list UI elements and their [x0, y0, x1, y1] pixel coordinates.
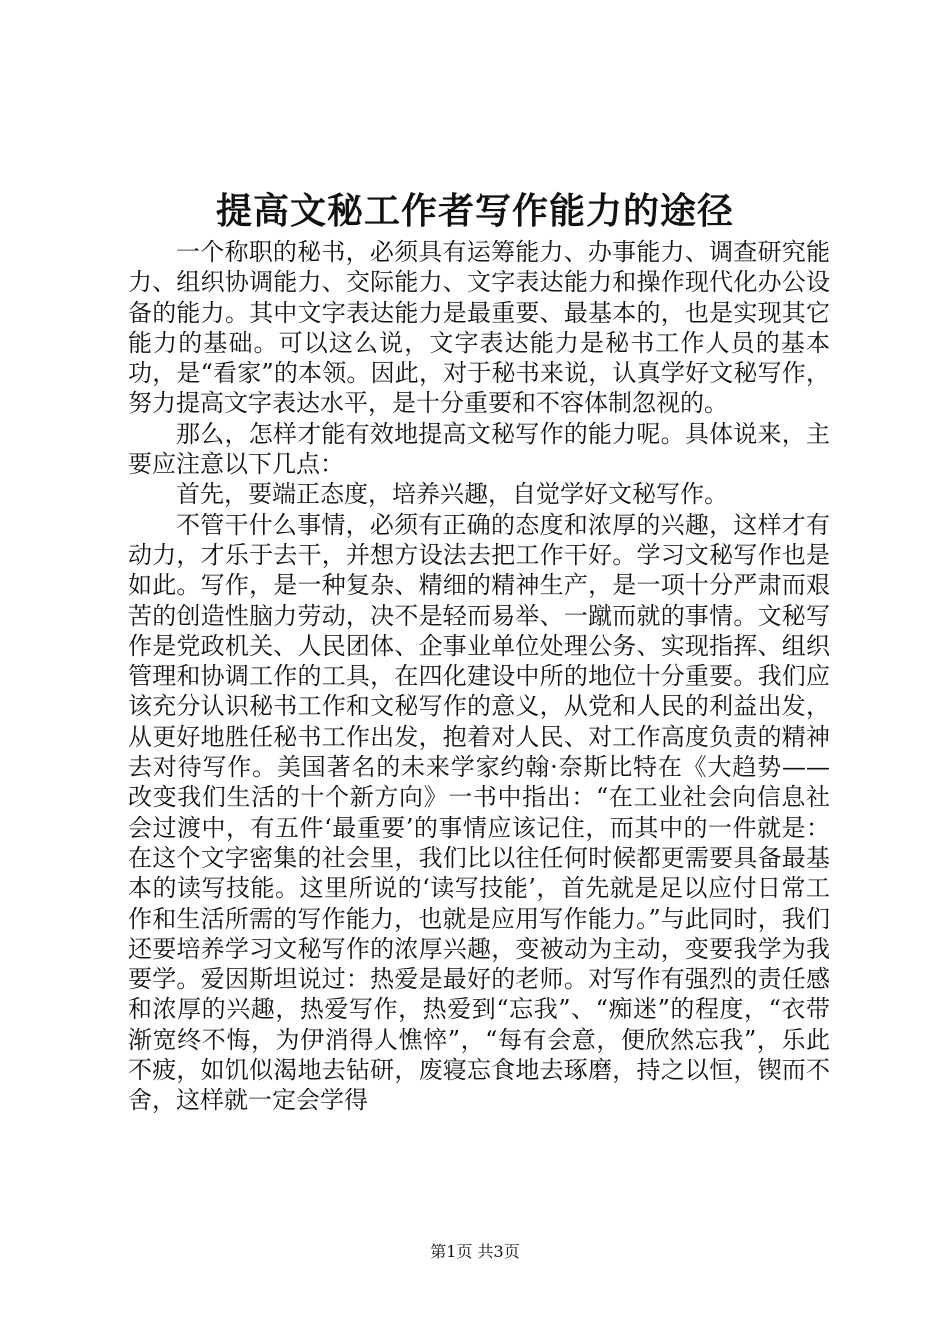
paragraph-4: 不管干什么事情，必须有正确的态度和浓厚的兴趣，这样才有动力，才乐于去干，并想方设法去把工作干好。学习文秘写作也是如此。写作，是一种复杂、精细的精神生产，是一项十分严肃而艰苦的创造性脑力劳动，决不是轻而易举、一蹴而就的事情。文秘写作是党政机关、人民团体、企事业单位处理公务、实现指挥、组织管理和协调工作的工具，在四化建设中所的地位十分重要。我们应该充分认识秘书工作和文秘写作的意义，从党和人民的利益出发，从更好地胜任秘书工作出发，抱着对人民、对工作高度负责的精神去对待写作。美国著名的未来学家约翰·奈斯比特在《大趋势——改变我们生活的十个新方向》一书中指出：“在工业社会向信息社会过渡中，有五件‘最重要’的事情应该记住，而其中的一件就是：在这个文字密集的社会里，我们比以往任何时候都更需要具备最基本的读写技能。这里所说的‘读写技能’，首先就是足以应付日常工作和生活所需的写作能力，也就是应用写作能力。”与此同时，我们还要培养学习文秘写作的浓厚兴趣，变被动为主动，变要我学为我要学。爱因斯坦说过：热爱是最好的老师。对写作有强烈的责任感和浓厚的兴趣，热爱写作，热爱到“忘我”、“痴迷”的程度，“衣带渐宽终不悔，为伊消得人憔悴”，“每有会意，便欣然忘我”，乐此不疲，如饥似渴地去钻研，废寝忘食地去琢磨，持之以恒，锲而不舍，这样就一定会学得 [128, 510, 830, 1115]
paragraph-3: 首先，要端正态度，培养兴趣，自觉学好文秘写作。 [176, 480, 728, 509]
page-footer: 第1页 共3页 [430, 1242, 520, 1261]
document-title: 提高文秘工作者写作能力的途径 [215, 190, 734, 232]
document-body [128, 237, 830, 1116]
paragraph-1: 一个称职的秘书，必须具有运筹能力、办事能力、调查研究能力、组织协调能力、交际能力、文字表达能力和操作现代化办公设备的能力。其中文字表达能力是最重要、最基本的，也是实现其它能力的基础。可以这么说，文字表达能力是秘书工作人员的基本功，是“看家”的本领。因此，对于秘书来说，认真学好文秘写作，努力提高文字表达水平，是十分重要和不容体制忽视的。 [128, 238, 830, 418]
paragraph-2: 那么，怎样才能有效地提高文秘写作的能力呢。具体说来，主要应注意以下几点： [128, 419, 830, 479]
